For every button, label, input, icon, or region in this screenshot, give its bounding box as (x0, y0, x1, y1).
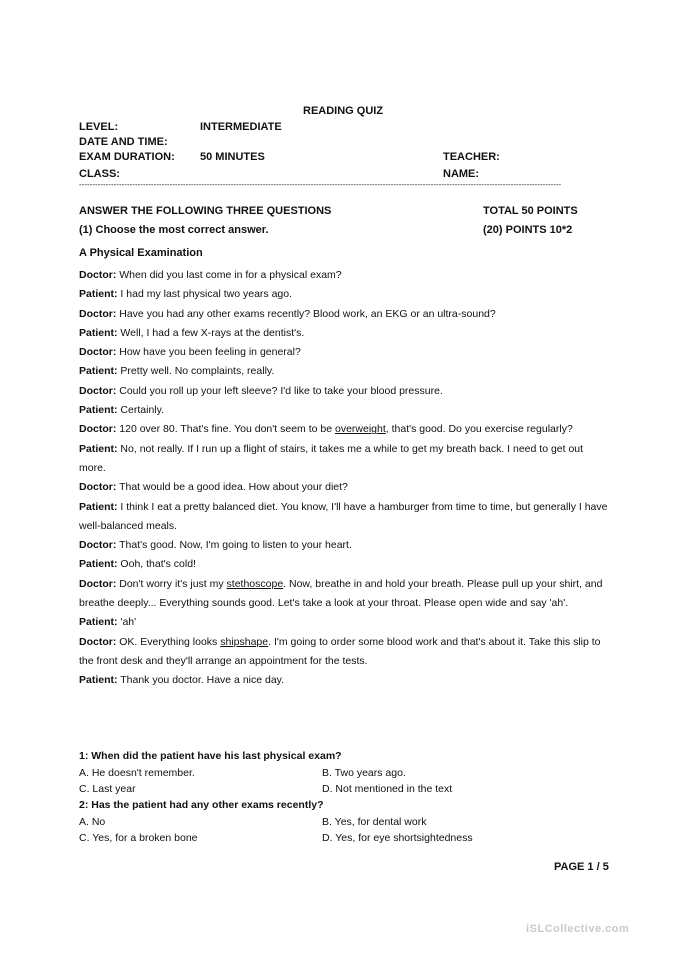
line-text: 'ah' (117, 616, 137, 629)
reading-title: A Physical Examination (79, 247, 203, 259)
line-text: Certainly. (117, 404, 165, 417)
line-text: . Now, breathe in and hold your breath. Please pull up your shirt, and breathe deeply... Everything sounds good. Let's take a look at your throat. Please open wide and say 'ah'. (79, 577, 603, 610)
speaker-label: Patient: (79, 500, 118, 513)
total-points: TOTAL 50 POINTS (483, 205, 578, 217)
line-text: I had my last physical two years ago. (117, 288, 293, 301)
line-text: That's good. Now, I'm going to listen to your heart. (116, 539, 352, 552)
line-text: When did you last come in for a physical exam? (116, 269, 342, 281)
line-text: . I'm going to order some blood work and that's about it. Take this slip to the front desk and they'll arrange an appointment for the tests. (79, 635, 601, 667)
vocab-word: shipshape (220, 635, 269, 648)
line-text: Have you had any other exams recently? Blood work, an EKG or an ultra-sound? (116, 307, 496, 320)
part1-instruction: (1) Choose the most correct answer. (79, 224, 269, 236)
line-text: Pretty well. No complaints, really. (117, 365, 275, 378)
date-label: DATE AND TIME: (79, 136, 168, 148)
line-text: Well, I had a few X-rays at the dentist's. (117, 326, 305, 339)
speaker-label: Patient: (79, 442, 118, 455)
dialogue-line (79, 343, 609, 362)
speaker-label: Patient: (79, 288, 118, 301)
line-text: Ooh, that's cold! (117, 558, 196, 571)
duration-label: EXAM DURATION: (79, 151, 175, 163)
speaker-label: Doctor: (79, 346, 117, 359)
speaker-label: Doctor: (79, 423, 117, 436)
header-divider: ------------------------------------------------------------------------------------------------------------------------------------------------------------------------------------- (79, 180, 562, 189)
q2-option-b[interactable]: B. Yes, for dental work (322, 816, 427, 828)
dialogue-line (79, 266, 609, 285)
line-text: 120 over 80. That's fine. You don't seem to be (116, 423, 335, 436)
level-label: LEVEL: (79, 121, 119, 133)
dialogue-line (79, 613, 609, 632)
line-text: Don't worry it's just my (116, 577, 227, 590)
line-text: I think I eat a pretty balanced diet. You know, I'll have a hamburger from time to time, but generally I have well-balanced meals. (79, 500, 608, 532)
dialogue-line (79, 555, 609, 574)
speaker-label: Doctor: (79, 539, 117, 552)
page-title: READING QUIZ (303, 105, 384, 117)
speaker-label: Patient: (79, 326, 118, 339)
speaker-label: Doctor: (79, 384, 117, 397)
dialogue-line (79, 420, 609, 439)
dialogue-line (79, 478, 609, 497)
level-value: INTERMEDIATE (200, 121, 282, 133)
q1-option-b[interactable]: B. Two years ago. (322, 767, 406, 779)
dialogue-line (79, 440, 609, 479)
q1-option-d[interactable]: D. Not mentioned in the text (322, 783, 453, 795)
teacher-label: TEACHER: (443, 151, 500, 163)
line-text: , that's good. Do you exercise regularly? (385, 423, 573, 436)
class-label: CLASS: (79, 168, 120, 180)
q1-option-c[interactable]: C. Last year (79, 783, 136, 795)
vocab-word: stethoscope (226, 577, 284, 590)
speaker-label: Patient: (79, 674, 118, 687)
speaker-label: Doctor: (79, 635, 117, 648)
dialogue-line (79, 324, 609, 343)
line-text: That would be a good idea. How about your diet? (116, 481, 348, 494)
dialogue-line (79, 362, 609, 381)
dialogue-line (79, 401, 609, 420)
line-text: No, not really. If I run up a flight of stairs, it takes me a while to get my breath back. I need to get out more. (79, 442, 584, 474)
speaker-label: Doctor: (79, 481, 117, 494)
instructions-main: ANSWER THE FOLLOWING THREE QUESTIONS (79, 205, 332, 217)
q2-option-c[interactable]: C. Yes, for a broken bone (79, 832, 198, 844)
dialogue-line (79, 633, 609, 672)
speaker-label: Patient: (79, 404, 118, 417)
q2-option-d[interactable]: D. Yes, for eye shortsightedness (322, 832, 473, 844)
vocab-word: overweight (334, 423, 386, 436)
question-1: 1: When did the patient have his last physical exam? (79, 750, 342, 762)
dialogue-line (79, 305, 609, 324)
speaker-label: Patient: (79, 616, 118, 629)
q1-option-a[interactable]: A. He doesn't remember. (79, 767, 195, 779)
dialogue-line (79, 671, 609, 690)
line-text: OK. Everything looks (116, 635, 221, 648)
question-2: 2: Has the patient had any other exams recently? (79, 799, 324, 811)
part1-points: (20) POINTS 10*2 (483, 224, 573, 236)
speaker-label: Doctor: (79, 269, 117, 281)
line-text: How have you been feeling in general? (116, 346, 301, 359)
speaker-label: Patient: (79, 558, 118, 571)
duration-value: 50 MINUTES (200, 151, 265, 163)
dialogue-line (79, 285, 609, 304)
watermark: iSLCollective.com (526, 923, 630, 935)
name-label: NAME: (443, 168, 480, 180)
line-text: Could you roll up your left sleeve? I'd like to take your blood pressure. (116, 384, 443, 397)
q2-option-a[interactable]: A. No (79, 816, 106, 828)
speaker-label: Doctor: (79, 577, 117, 590)
dialogue-line (79, 498, 609, 537)
speaker-label: Patient: (79, 365, 118, 378)
dialogue-line (79, 382, 609, 401)
speaker-label: Doctor: (79, 307, 117, 320)
reading-dialogue (79, 266, 609, 691)
page-number: PAGE 1 / 5 (554, 861, 609, 873)
dialogue-line (79, 575, 609, 614)
line-text: Thank you doctor. Have a nice day. (117, 674, 285, 687)
dialogue-line (79, 536, 609, 555)
